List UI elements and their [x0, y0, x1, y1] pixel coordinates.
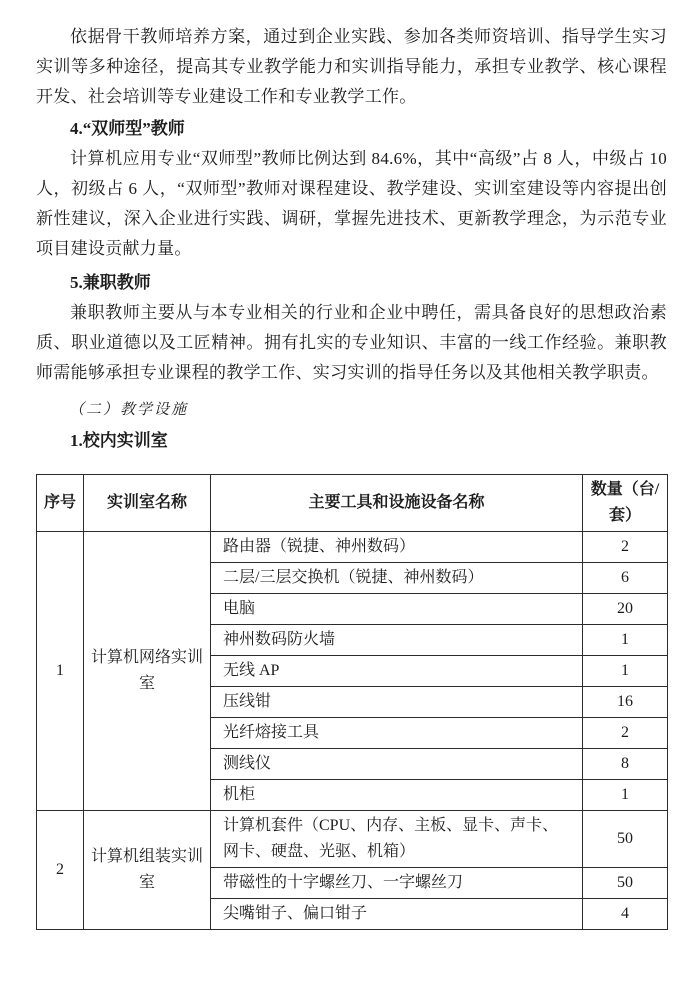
paragraph-double-qualified-ratio: 计算机应用专业“双师型”教师比例达到 84.6%，其中“高级”占 8 人，中级占 10 人，初级占 6 人，“双师型”教师对课程建设、教学建设、实训室建设等内容提出创新性建议，深入企业进行实践、调研，掌握先进技术、更新教学理念，为示范专业项目建设贡献力量。: [36, 149, 667, 258]
equipment-name-cell: 压线钳: [211, 687, 583, 718]
quantity-cell: 8: [583, 749, 668, 780]
table-header-row: [37, 475, 668, 532]
table-row: [37, 811, 668, 868]
quantity-cell: 2: [583, 718, 668, 749]
heading-double-qualified-teachers: 4.“双师型”教师: [70, 119, 185, 138]
training-room-equipment-table: [36, 474, 668, 930]
equipment-name-cell: 神州数码防火墙: [211, 625, 583, 656]
quantity-cell: 1: [583, 656, 668, 687]
equipment-name-cell: 光纤熔接工具: [211, 718, 583, 749]
room-name-cell: 计算机组装实训室: [84, 811, 211, 930]
header-room-name: 实训室名称: [84, 475, 211, 532]
row-index-cell: 2: [37, 811, 84, 930]
paragraph-part-time-teachers: 兼职教师主要从与本专业相关的行业和企业中聘任，需具备良好的思想政治素质、职业道德以及工匠精神。拥有扎实的专业知识、丰富的一线工作经验。兼职教师需能够承担专业课程的教学工作、实习实训的指导任务以及其他相关教学职责。: [36, 303, 667, 382]
header-index: 序号: [37, 475, 84, 532]
row-index-cell: 1: [37, 532, 84, 811]
equipment-name-cell: 二层/三层交换机（锐捷、神州数码）: [211, 563, 583, 594]
quantity-cell: 4: [583, 899, 668, 930]
quantity-cell: 6: [583, 563, 668, 594]
equipment-name-cell: 电脑: [211, 594, 583, 625]
section-label-teaching-facilities: （二）教学设施: [69, 402, 189, 418]
paragraph-teacher-training: 依据骨干教师培养方案，通过到企业实践、参加各类师资培训、指导学生实习实训等多种途径，提高其专业教学能力和实训指导能力，承担专业教学、核心课程开发、社会培训等专业建设工作和专业教学工作。: [36, 27, 667, 106]
equipment-name-cell: 无线 AP: [211, 656, 583, 687]
quantity-cell: 16: [583, 687, 668, 718]
quantity-cell: 2: [583, 532, 668, 563]
quantity-cell: 1: [583, 780, 668, 811]
header-equipment-name: 主要工具和设施设备名称: [211, 475, 583, 532]
equipment-name-cell: 路由器（锐捷、神州数码）: [211, 532, 583, 563]
quantity-cell: 1: [583, 625, 668, 656]
quantity-cell: 50: [583, 868, 668, 899]
sub-heading-campus-training-rooms: 1.校内实训室: [70, 431, 168, 450]
equipment-name-cell: 机柜: [211, 780, 583, 811]
table-row: [37, 532, 668, 563]
equipment-name-cell: 带磁性的十字螺丝刀、一字螺丝刀: [211, 868, 583, 899]
header-quantity: 数量（台/套）: [583, 475, 668, 532]
quantity-cell: 50: [583, 811, 668, 868]
equipment-name-cell: 计算机套件（CPU、内存、主板、显卡、声卡、网卡、硬盘、光驱、机箱）: [211, 811, 583, 868]
heading-part-time-teachers: 5.兼职教师: [70, 273, 151, 292]
quantity-cell: 20: [583, 594, 668, 625]
equipment-name-cell: 测线仪: [211, 749, 583, 780]
equipment-name-cell: 尖嘴钳子、偏口钳子: [211, 899, 583, 930]
room-name-cell: 计算机网络实训室: [84, 532, 211, 811]
